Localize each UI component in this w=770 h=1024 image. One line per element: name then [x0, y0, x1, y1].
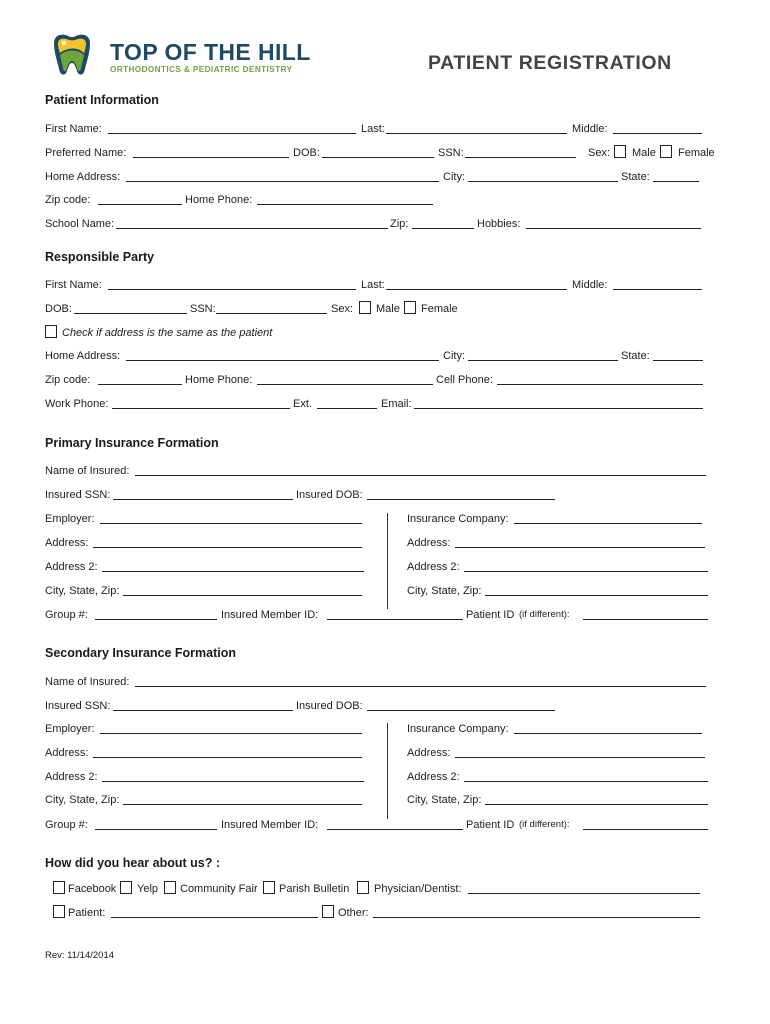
- responsible-email-field[interactable]: [414, 408, 703, 409]
- responsible-dob-field[interactable]: [74, 313, 187, 314]
- patient-home-address-label: Home Address:: [45, 171, 121, 183]
- same-address-label: Check if address is the same as the patient: [62, 327, 273, 339]
- primary-city-state-zip-label: City, State, Zip:: [45, 585, 120, 597]
- responsible-email-label: Email:: [381, 398, 412, 410]
- patient-hobbies-field[interactable]: [526, 228, 701, 229]
- secondary-company-address-label: Address:: [407, 747, 451, 759]
- primary-if-different-label: (if different):: [519, 609, 570, 620]
- patient-female-label: Female: [678, 147, 715, 159]
- primary-address2-field[interactable]: [102, 571, 364, 572]
- patient-zip-label: Zip:: [390, 218, 409, 230]
- responsible-home-address-label: Home Address:: [45, 350, 121, 362]
- responsible-cell-phone-field[interactable]: [497, 384, 703, 385]
- responsible-female-label: Female: [421, 303, 458, 315]
- primary-insured-ssn-field[interactable]: [113, 499, 293, 500]
- secondary-name-of-insured-label: Name of Insured:: [45, 676, 130, 688]
- page-title: PATIENT REGISTRATION: [428, 52, 672, 74]
- secondary-address-label: Address:: [45, 747, 89, 759]
- responsible-home-phone-label: Home Phone:: [185, 374, 253, 386]
- referral-physician-label: Physician/Dentist:: [374, 883, 462, 895]
- secondary-company-address2-label: Address 2:: [407, 771, 460, 783]
- responsible-state-label: State:: [621, 350, 650, 362]
- primary-company-address2-field[interactable]: [464, 571, 708, 572]
- primary-insurance-company-field[interactable]: [514, 523, 702, 524]
- patient-preferred-name-field[interactable]: [133, 157, 289, 158]
- brand-name: TOP OF THE HILL: [110, 39, 311, 65]
- primary-employer-field[interactable]: [100, 523, 362, 524]
- patient-city-label: City:: [443, 171, 465, 183]
- responsible-last-label: Last:: [361, 279, 385, 291]
- responsible-home-phone-field[interactable]: [257, 384, 433, 385]
- responsible-city-label: City:: [443, 350, 465, 362]
- secondary-company-city-state-zip-field[interactable]: [485, 804, 708, 805]
- referral-physician-field[interactable]: [468, 893, 700, 894]
- patient-female-checkbox[interactable]: [660, 145, 672, 158]
- primary-member-id-label: Insured Member ID:: [221, 609, 319, 621]
- patient-home-phone-field[interactable]: [257, 204, 433, 205]
- patient-state-field[interactable]: [653, 181, 699, 182]
- referral-yelp-checkbox[interactable]: [120, 881, 132, 894]
- referral-heading: How did you hear about us? :: [45, 856, 220, 870]
- patient-preferred-name-label: Preferred Name:: [45, 147, 127, 159]
- referral-patient-label: Patient:: [68, 907, 106, 919]
- responsible-home-address-field[interactable]: [126, 360, 439, 361]
- responsible-ssn-label: SSN:: [190, 303, 216, 315]
- patient-ssn-field[interactable]: [465, 157, 576, 158]
- secondary-insured-ssn-field[interactable]: [113, 710, 293, 711]
- primary-name-of-insured-field[interactable]: [135, 475, 706, 476]
- responsible-cell-phone-label: Cell Phone:: [436, 374, 493, 386]
- patient-school-name-field[interactable]: [116, 228, 388, 229]
- primary-address2-label: Address 2:: [45, 561, 98, 573]
- primary-insured-dob-field[interactable]: [367, 499, 555, 500]
- primary-group-field[interactable]: [95, 619, 217, 620]
- secondary-if-different-label: (if different):: [519, 819, 570, 830]
- referral-yelp-label: Yelp: [137, 883, 159, 895]
- patient-first-name-label: First Name:: [45, 123, 102, 135]
- responsible-work-phone-field[interactable]: [112, 408, 290, 409]
- patient-last-name-field[interactable]: [386, 133, 567, 134]
- secondary-column-divider: [387, 723, 388, 819]
- patient-info-heading: Patient Information: [45, 93, 159, 107]
- secondary-patient-id-label: Patient ID: [466, 819, 515, 831]
- primary-member-id-field[interactable]: [327, 619, 463, 620]
- primary-address-label: Address:: [45, 537, 89, 549]
- primary-insured-ssn-label: Insured SSN:: [45, 489, 111, 501]
- responsible-sex-label: Sex:: [331, 303, 354, 315]
- primary-insured-dob-label: Insured DOB:: [296, 489, 363, 501]
- patient-school-zip-field[interactable]: [412, 228, 474, 229]
- primary-company-address2-label: Address 2:: [407, 561, 460, 573]
- secondary-insured-ssn-label: Insured SSN:: [45, 700, 111, 712]
- secondary-address2-field[interactable]: [102, 781, 364, 782]
- responsible-middle-label: Middle:: [572, 279, 608, 291]
- secondary-member-id-field[interactable]: [327, 829, 463, 830]
- secondary-insurance-company-field[interactable]: [514, 733, 702, 734]
- responsible-ext-field[interactable]: [317, 408, 377, 409]
- secondary-address-field[interactable]: [93, 757, 362, 758]
- primary-address-field[interactable]: [93, 547, 362, 548]
- practice-logo: [50, 33, 330, 81]
- secondary-company-city-state-zip-label: City, State, Zip:: [407, 794, 482, 806]
- responsible-ext-label: Ext.: [293, 398, 312, 410]
- responsible-city-field[interactable]: [468, 360, 618, 361]
- responsible-first-name-label: First Name:: [45, 279, 102, 291]
- primary-patient-id-field[interactable]: [583, 619, 708, 620]
- primary-employer-label: Employer:: [45, 513, 95, 525]
- secondary-company-address2-field[interactable]: [464, 781, 708, 782]
- secondary-patient-id-field[interactable]: [583, 829, 708, 830]
- brand-subtitle: ORTHODONTICS & PEDIATRIC DENTISTRY: [110, 65, 293, 74]
- responsible-middle-name-field[interactable]: [613, 289, 702, 290]
- patient-last-label: Last:: [361, 123, 385, 135]
- secondary-employer-field[interactable]: [100, 733, 362, 734]
- referral-physician-checkbox[interactable]: [357, 881, 369, 894]
- referral-other-label: Other:: [338, 907, 369, 919]
- primary-insurance-heading: Primary Insurance Formation: [45, 436, 219, 450]
- responsible-state-field[interactable]: [653, 360, 703, 361]
- primary-company-address-label: Address:: [407, 537, 451, 549]
- secondary-insurance-company-label: Insurance Company:: [407, 723, 509, 735]
- patient-home-address-field[interactable]: [126, 181, 439, 182]
- referral-facebook-label: Facebook: [68, 883, 117, 895]
- responsible-ssn-field[interactable]: [216, 313, 327, 314]
- primary-group-label: Group #:: [45, 609, 88, 621]
- primary-patient-id-label: Patient ID: [466, 609, 515, 621]
- referral-parish-bulletin-checkbox[interactable]: [263, 881, 275, 894]
- primary-insurance-company-label: Insurance Company:: [407, 513, 509, 525]
- secondary-insured-dob-field[interactable]: [367, 710, 555, 711]
- patient-home-phone-label: Home Phone:: [185, 194, 253, 206]
- primary-city-state-zip-field[interactable]: [123, 595, 362, 596]
- patient-city-field[interactable]: [468, 181, 618, 182]
- secondary-employer-label: Employer:: [45, 723, 95, 735]
- referral-other-field[interactable]: [373, 917, 700, 918]
- responsible-zip-code-field[interactable]: [98, 384, 182, 385]
- secondary-city-state-zip-field[interactable]: [123, 804, 362, 805]
- primary-company-city-state-zip-field[interactable]: [485, 595, 708, 596]
- patient-male-checkbox[interactable]: [614, 145, 626, 158]
- referral-parish-bulletin-label: Parish Bulletin: [279, 883, 350, 895]
- responsible-party-heading: Responsible Party: [45, 250, 155, 264]
- referral-other-checkbox[interactable]: [322, 905, 334, 918]
- secondary-insurance-heading: Secondary Insurance Formation: [45, 646, 237, 660]
- responsible-male-label: Male: [376, 303, 400, 315]
- patient-first-name-field[interactable]: [108, 133, 356, 134]
- secondary-group-field[interactable]: [95, 829, 217, 830]
- patient-hobbies-label: Hobbies:: [477, 218, 521, 230]
- secondary-company-address-field[interactable]: [455, 757, 705, 758]
- referral-community-fair-label: Community Fair: [180, 883, 258, 895]
- referral-patient-checkbox[interactable]: [53, 905, 65, 918]
- responsible-female-checkbox[interactable]: [404, 301, 416, 314]
- patient-male-label: Male: [632, 147, 656, 159]
- patient-state-label: State:: [621, 171, 650, 183]
- patient-dob-field[interactable]: [322, 157, 434, 158]
- revision-date: Rev: 11/14/2014: [45, 950, 115, 961]
- patient-ssn-label: SSN:: [438, 147, 464, 159]
- patient-zip-code-field[interactable]: [98, 204, 182, 205]
- secondary-insured-dob-label: Insured DOB:: [296, 700, 363, 712]
- secondary-name-of-insured-field[interactable]: [135, 686, 706, 687]
- patient-school-name-label: School Name:: [45, 218, 115, 230]
- responsible-male-checkbox[interactable]: [359, 301, 371, 314]
- primary-company-address-field[interactable]: [455, 547, 705, 548]
- secondary-member-id-label: Insured Member ID:: [221, 819, 319, 831]
- referral-patient-field[interactable]: [111, 917, 318, 918]
- responsible-first-name-field[interactable]: [108, 289, 356, 290]
- primary-name-of-insured-label: Name of Insured:: [45, 465, 130, 477]
- primary-column-divider: [387, 513, 388, 609]
- patient-middle-label: Middle:: [572, 123, 608, 135]
- responsible-dob-label: DOB:: [45, 303, 72, 315]
- patient-dob-label: DOB:: [293, 147, 320, 159]
- patient-zip-code-label: Zip code:: [45, 194, 91, 206]
- referral-community-fair-checkbox[interactable]: [164, 881, 176, 894]
- primary-company-city-state-zip-label: City, State, Zip:: [407, 585, 482, 597]
- responsible-work-phone-label: Work Phone:: [45, 398, 109, 410]
- secondary-group-label: Group #:: [45, 819, 88, 831]
- referral-facebook-checkbox[interactable]: [53, 881, 65, 894]
- secondary-city-state-zip-label: City, State, Zip:: [45, 794, 120, 806]
- patient-sex-label: Sex:: [588, 147, 611, 159]
- patient-middle-name-field[interactable]: [613, 133, 702, 134]
- responsible-last-name-field[interactable]: [386, 289, 567, 290]
- secondary-address2-label: Address 2:: [45, 771, 98, 783]
- same-address-checkbox[interactable]: [45, 325, 57, 338]
- responsible-zip-code-label: Zip code:: [45, 374, 91, 386]
- tooth-hill-logo-icon: [50, 33, 94, 79]
